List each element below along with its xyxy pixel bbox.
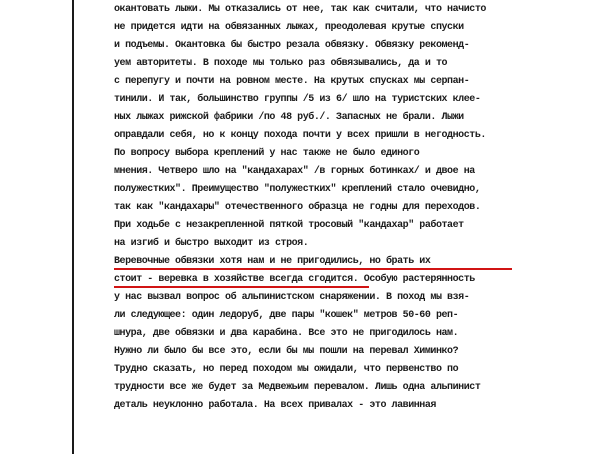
document-line-16: стоит - веревка в хозяйстве всегда сгодится. Особую растерянность — [114, 274, 475, 285]
document-line-15: Веревочные обвязки хотя нам и не пригодились, но брать их — [114, 256, 431, 267]
document-line-22: трудности все же будет за Медвежьим перевалом. Лишь одна альпинист — [114, 382, 481, 393]
page-left-edge — [72, 0, 74, 454]
document-line-14: на изгиб и быстро выходит из строя. — [114, 238, 309, 249]
document-line-6: тинили. И так, большинство группы /5 из 6/ шло на туристских клее- — [114, 94, 481, 105]
document-line-18: ли следующее: один ледоруб, две пары "кошек" метров 50-60 реп- — [114, 310, 459, 321]
document-line-21: Трудно сказать, но перед походом мы ожидали, что первенство по — [114, 364, 459, 375]
document-line-11: полужестких". Преимущество "полужестких" креплений стало очевидно, — [114, 184, 481, 195]
document-line-10: мнения. Четверо шло на "кандахарах" /в горных ботинках/ и двое на — [114, 166, 475, 177]
document-line-5: с перепугу и почти на ровном месте. На крутых спусках мы серпан- — [114, 76, 470, 87]
document-line-4: уем авторитеты. В походе мы только раз обвязывались, да и то — [114, 58, 448, 69]
document-line-23: деталь неуклонно работала. На всех привалах - это лавинная — [114, 400, 436, 411]
document-line-13: При ходьбе с незакрепленной пяткой тросовый "кандахар" работает — [114, 220, 464, 231]
document-line-12: так как "кандахары" отечественного образца не годны для переходов. — [114, 202, 481, 213]
document-line-8: оправдали себя, но к концу похода почти у всех пришли в негодность. — [114, 130, 486, 141]
document-line-3: и подъемы. Окантовка бы быстро резала обвязку. Обвязку рекоменд- — [114, 40, 470, 51]
document-line-7: ных лыжах рижской фабрики /по 48 руб./. Запасных не брали. Лыжи — [114, 112, 464, 123]
red-underline-2 — [114, 286, 369, 288]
red-underline-1 — [114, 268, 512, 270]
document-line-1: окантовать лыжи. Мы отказались от нее, так как считали, что начисто — [114, 4, 486, 15]
document-line-2: не придется идти на обвязанных лыжах, преодолевая крутые спуски — [114, 22, 464, 33]
document-line-9: По вопросу выбора креплений у нас также не было единого — [114, 148, 420, 159]
document-line-20: Нужно ли было бы все это, если бы мы пошли на перевал Химинко? — [114, 346, 459, 357]
document-line-19: шнура, две обвязки и два карабина. Все это не пригодилось нам. — [114, 328, 459, 339]
document-line-17: у нас вызвал вопрос об альпинистском снаряжении. В поход мы взя- — [114, 292, 470, 303]
